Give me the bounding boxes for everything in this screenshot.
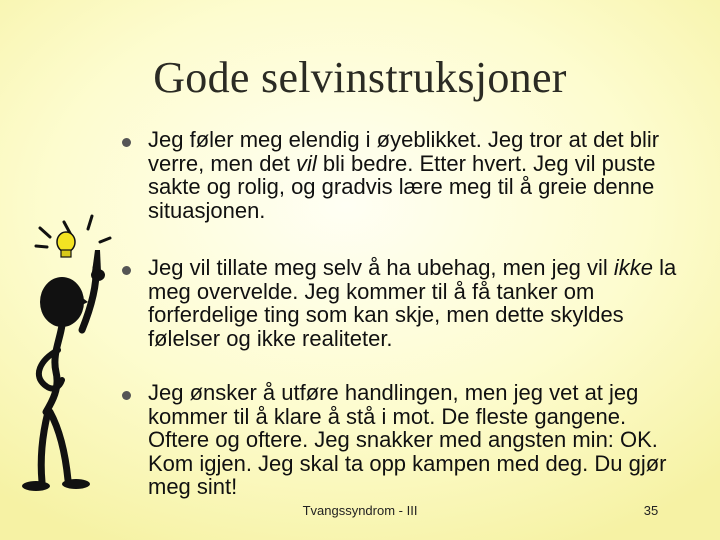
slide-title: Gode selvinstruksjoner xyxy=(153,53,567,102)
bullet-2-text-b: la meg overvelde. Jeg kommer til å få tanker om forferdelige ting som kan skje, men dette skyldes følelser og ikke realiteter. xyxy=(148,255,677,351)
bullet-2-emphasis: ikke xyxy=(613,255,654,280)
bullet-dot xyxy=(122,266,131,275)
stick-figure-idea-lightbulb-icon xyxy=(22,180,132,510)
bullet-item-3 xyxy=(148,381,678,499)
bullet-item-1 xyxy=(148,128,678,222)
bullet-3-text: Jeg ønsker å utføre handlingen, men jeg vet at jeg kommer til å klare å stå i mot. De fleste gangene. Oftere og oftere. Jeg snakker med angsten min: OK. Kom igjen. Jeg skal ta opp kampen med deg. Du gjør meg sint! xyxy=(148,380,667,499)
bullet-dot xyxy=(122,138,131,147)
bullet-1-emphasis: vil xyxy=(295,150,317,176)
bullet-1-text-b: bli bedre. Etter hvert. Jeg vil puste sakte og rolig, og gradvis lære meg til å greie denne situasjonen. xyxy=(148,150,656,223)
bullet-item-2 xyxy=(148,256,678,350)
bullet-2-text-a: Jeg vil tillate meg selv å ha ubehag, men jeg vil xyxy=(148,255,614,280)
page-number: 35 xyxy=(643,503,659,518)
bullet-dot xyxy=(122,391,131,400)
bullet-1-text-a: Jeg føler meg elendig i øyeblikket. Jeg tror at det blir verre, men det xyxy=(148,127,660,176)
footer-text: Tvangssyndrom - III xyxy=(302,503,418,518)
